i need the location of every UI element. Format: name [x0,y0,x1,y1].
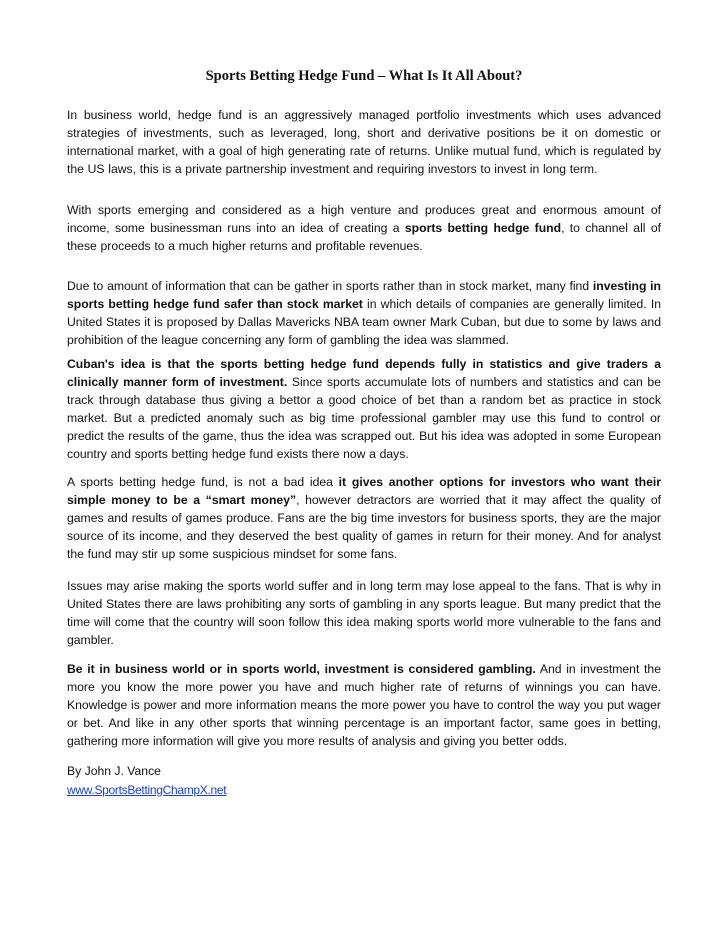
paragraph-text: In business world, hedge fund is an aggressively managed portfolio investments which uses advanced strategies of investments, such as leveraged, long, short and derivative positions be it on domestic or international market, with a goal of high generating rate of returns. Unlike mutual fund, which is regulated by the US laws, this is a private partnership investment and requiring investors to invest in long term. [67,108,661,176]
paragraph-issues [67,577,661,649]
paragraph-emphasis: it gives another options for investors who want their simple money to be a “smart money” [67,475,661,507]
paragraph-emphasis: sports betting hedge fund [404,221,562,235]
paragraph-text: A sports betting hedge fund, is not a bad idea [67,475,339,489]
paragraph-investment-gambling [67,660,661,750]
paragraph-safer-than-stocks [67,277,661,349]
paragraph-emphasis: investing in sports betting hedge fund safer than stock market [67,279,661,311]
paragraph-text: Due to amount of information that can be gather in sports rather than in stock market, many find [67,279,593,293]
paragraph-text: , however detractors are worried that it may affect the quality of games and results of games produce. Fans are the big time investors for business sports, they are the major source of its income, and they deserved the best quality of games in return for their money. And for analyst the fund may stir up some suspicious mindset for some fans. [67,493,661,561]
website-link[interactable]: www.SportsBettingChampX.net [67,783,227,797]
paragraph-text: Since sports accumulate lots of numbers and statistics and can be track through database thus giving a bettor a good choice of bet than a random bet as practice in stock market. But a predicted anomaly such as big time professional gambler may use this fund to control or predict the results of the game, thus the idea was scrapped out. But his idea was adopted in some European country and sports betting hedge fund exists there now a days. [67,375,661,461]
document-title: Sports Betting Hedge Fund – What Is It All About? [205,68,523,84]
author-byline: By John J. Vance [67,764,161,778]
paragraph-emphasis: Be it in business world or in sports world, investment is considered gambling. [67,662,536,676]
paragraph-text: With sports emerging and considered as a high venture and produces great and enormous amount of income, some businessman runs into an idea of creating a [67,203,661,235]
paragraph-sports-venture [67,201,661,255]
paragraph-hedge-fund-definition [67,106,661,178]
paragraph-text: in which details of companies are generally limited. In United States it is proposed by Dallas Mavericks NBA team owner Mark Cuban, but due to some by laws and prohibition of the league concerning any form of gambling the idea was slammed. [67,297,661,347]
paragraph-cuban-idea [67,355,661,463]
website-line [67,781,226,799]
paragraph-text: And in investment the more you know the more power you have and much higher rate of returns of winnings you can have. Knowledge is power and more information means the more power you have to control the way you put wager or bet. And like in any other sports that winning percentage is an important factor, same goes in betting, gathering more information will give you more results of analysis and giving you better odds. [67,662,661,748]
paragraph-text: , to channel all of these proceeds to a much higher returns and profitable revenues. [67,221,662,253]
paragraph-emphasis: Cuban's idea is that the sports betting hedge fund depends fully in statistics and give traders a clinically manner form of investment. [67,357,661,389]
paragraph-smart-money [67,473,661,563]
paragraph-text: Issues may arise making the sports world suffer and in long term may lose appeal to the fans. That is why in United States there are laws prohibiting any sorts of gambling in any sports league. But many predict that the time will come that the country will soon follow this idea making sports world more vulnerable to the fans and gambler. [67,579,661,647]
